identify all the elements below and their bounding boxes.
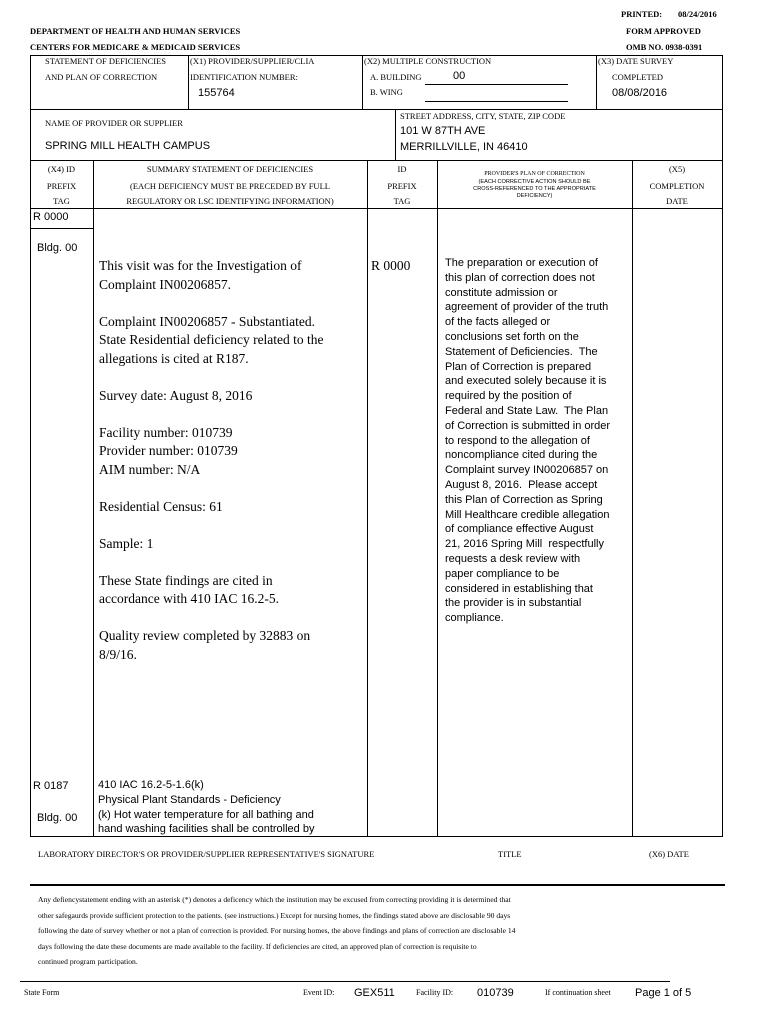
provider-id-value: 155764	[198, 87, 235, 99]
summary-line	[99, 553, 365, 572]
plan-line: agreement of provider of the truth	[445, 301, 609, 314]
event-id-label: Event ID:	[303, 988, 335, 997]
summary-line: These State findings are cited in	[99, 572, 273, 588]
col-x5-2: COMPLETION	[649, 181, 705, 191]
col-plan-3: CROSS-REFERENCED TO THE APPROPRIATE	[473, 186, 596, 192]
col-x4-3: TAG	[53, 196, 70, 206]
plan-line: Statement of Deficiencies. The	[445, 345, 598, 358]
footnote-line: days following the date these documents are made available to the facility. If deficiencies are cited, an approved plan of correction is requisite to	[38, 941, 477, 951]
col-x5-3: DATE	[666, 196, 688, 206]
plan-line: constitute admission or	[445, 286, 558, 299]
col-plan-1: PROVIDER'S PLAN OF CORRECTION	[484, 171, 585, 177]
summary-line	[99, 294, 365, 313]
centers-title: CENTERS FOR MEDICARE & MEDICAID SERVICES	[30, 42, 241, 52]
col-x4-1: (X4) ID	[47, 164, 76, 174]
tag-r0000: R 0000	[33, 211, 69, 223]
plan-line: August 8, 2016. Please accept	[445, 478, 598, 491]
footnote-line: continued program participation.	[38, 957, 138, 966]
building-label: A. BUILDING	[370, 72, 422, 82]
summary-line: This visit was for the Investigation of	[99, 258, 302, 273]
plan-line: Mill Healthcare credible allegation	[445, 508, 610, 521]
col-summary-3: REGULATORY OR LSC IDENTIFYING INFORMATION)	[126, 196, 334, 206]
summary-line: Residential Census: 61	[99, 498, 223, 514]
plan-line: 21, 2016 Spring Mill respectfully	[445, 538, 604, 551]
plan-line: considered in establishing that	[445, 582, 593, 595]
summary-line: Quality review completed by 32883 on	[99, 628, 311, 643]
plan-line: this Plan of Correction as Spring	[445, 493, 603, 506]
omb-number: OMB NO. 0938-0391	[626, 42, 703, 52]
event-id-value: GEX511	[354, 987, 395, 999]
summary-line: 410 IAC 16.2-5-1.6(k)	[98, 779, 204, 791]
provider-name: SPRING MILL HEALTH CAMPUS	[45, 140, 211, 152]
plan-line: conclusions set forth on the	[445, 330, 579, 343]
plan-line: noncompliance cited during the	[445, 449, 598, 462]
plan-line: of the facts alleged or	[445, 316, 551, 329]
col-x5-1: (X5)	[668, 164, 686, 174]
state-form-label: State Form	[24, 988, 60, 997]
continuation-label: If continuation sheet	[545, 988, 611, 997]
col-summary-1: SUMMARY STATEMENT OF DEFICIENCIES	[146, 164, 314, 174]
plan-line: and executed solely because it is	[445, 375, 607, 388]
summary-line	[99, 479, 365, 498]
building-value: 00	[453, 70, 466, 82]
x1-label-2: IDENTIFICATION NUMBER:	[190, 72, 298, 82]
provider-name-label: NAME OF PROVIDER OR SUPPLIER	[45, 118, 183, 128]
statement-label-2: AND PLAN OF CORRECTION	[45, 72, 158, 82]
summary-line: Provider number: 010739	[99, 443, 238, 458]
plan-line: The preparation or execution of	[445, 257, 598, 269]
summary-line: Physical Plant Standards - Deficiency	[98, 793, 281, 806]
summary-line: hand washing facilities shall be controlled by	[98, 823, 315, 836]
address-label: STREET ADDRESS, CITY, STATE, ZIP CODE	[400, 111, 566, 121]
summary-line: accordance with 410 IAC 16.2-5.	[99, 591, 279, 606]
x6-date-label: (X6) DATE	[649, 849, 689, 859]
title-label: TITLE	[498, 849, 522, 859]
summary-statement-1	[99, 257, 365, 664]
summary-line	[99, 405, 365, 424]
summary-line: Facility number: 010739	[99, 424, 233, 440]
x3-label: (X3) DATE SURVEY	[598, 56, 674, 66]
plan-line: paper compliance to be	[445, 567, 560, 580]
tag-r0187: R 0187	[33, 780, 69, 792]
id-tag-r0000: R 0000	[371, 258, 411, 273]
form-approved: FORM APPROVED	[626, 26, 701, 36]
plan-line: Plan of Correction is prepared	[445, 360, 592, 373]
building-tag-1: Bldg. 00	[37, 242, 78, 254]
col-plan-4: DEFICIENCY)	[516, 193, 553, 199]
summary-line: State Residential deficiency related to the	[99, 332, 324, 347]
plan-line: to respond to the allegation of	[445, 434, 590, 447]
x3-label-2: COMPLETED	[612, 72, 663, 82]
plan-line: this plan of correction does not	[445, 271, 595, 284]
col-x4-2: PREFIX	[46, 181, 77, 191]
address-line1: 101 W 87TH AVE	[400, 125, 486, 137]
plan-of-correction-1	[445, 256, 631, 626]
facility-id-label: Facility ID:	[416, 988, 454, 997]
page-number: Page 1 of 5	[635, 987, 692, 999]
footnote-line: other safegaurds provide sufficient protection to the patients. (see instructions.) Except for nursing homes, the findings stated above are disclosable 90 days	[38, 910, 511, 920]
plan-line: required by the position of	[445, 390, 572, 403]
col-id-2: PREFIX	[387, 181, 417, 191]
x1-label: (X1) PROVIDER/SUPPLIER/CLIA	[190, 56, 315, 66]
survey-date-value: 08/08/2016	[612, 87, 668, 99]
plan-line: of compliance effective August	[445, 523, 594, 536]
facility-id-value: 010739	[477, 987, 514, 999]
footnote-line: Any defiencystatement ending with an asterisk (*) denotes a deficency which the institution may be excused from correcting providing it is determined that	[38, 895, 511, 904]
plan-line: compliance.	[445, 612, 504, 625]
summary-line: Sample: 1	[99, 535, 154, 551]
summary-line: (k) Hot water temperature for all bathing and	[98, 808, 314, 821]
col-id-1: ID	[397, 164, 407, 174]
summary-line	[99, 516, 365, 535]
department-title: DEPARTMENT OF HEALTH AND HUMAN SERVICES	[30, 26, 241, 36]
summary-line: Complaint IN00206857.	[99, 276, 231, 292]
plan-line: requests a desk review with	[445, 552, 581, 565]
footnote-line: following the date of survey whether or not a plan of correction is provided. For nursing homes, the above findings and plans of correction are disclosable 14	[38, 926, 516, 935]
summary-line	[99, 609, 365, 628]
col-id-3: TAG	[393, 196, 411, 206]
building-tag-2: Bldg. 00	[37, 812, 78, 824]
summary-line	[99, 368, 365, 387]
plan-line: the provider is in substantial	[445, 597, 582, 610]
summary-line: allegations is cited at R187.	[99, 350, 249, 366]
wing-label: B. WING	[370, 87, 403, 97]
statement-label: STATEMENT OF DEFICIENCIES	[45, 56, 167, 66]
col-summary-2: (EACH DEFICIENCY MUST BE PRECEDED BY FULL	[130, 181, 330, 191]
plan-line: of Correction is submitted in order	[445, 419, 611, 432]
printed-date: 08/24/2016	[678, 9, 717, 19]
address-line2: MERRILLVILLE, IN 46410	[400, 141, 528, 153]
plan-line: Complaint survey IN00206857 on	[445, 464, 609, 477]
summary-line: Complaint IN00206857 - Substantiated.	[99, 313, 315, 329]
summary-line: Survey date: August 8, 2016	[99, 387, 253, 403]
summary-line: AIM number: N/A	[99, 461, 201, 477]
x2-label: (X2) MULTIPLE CONSTRUCTION	[364, 56, 492, 66]
footnote	[38, 892, 718, 970]
printed-label: PRINTED:	[621, 9, 663, 19]
summary-statement-2	[98, 778, 364, 837]
plan-line: Federal and State Law. The Plan	[445, 404, 609, 417]
director-signature-label: LABORATORY DIRECTOR'S OR PROVIDER/SUPPLIER REPRESENTATIVE'S SIGNATURE	[38, 849, 375, 859]
col-plan-2: (EACH CORRECTIVE ACTION SHOULD BE	[478, 179, 591, 185]
summary-line: 8/9/16.	[99, 646, 137, 662]
